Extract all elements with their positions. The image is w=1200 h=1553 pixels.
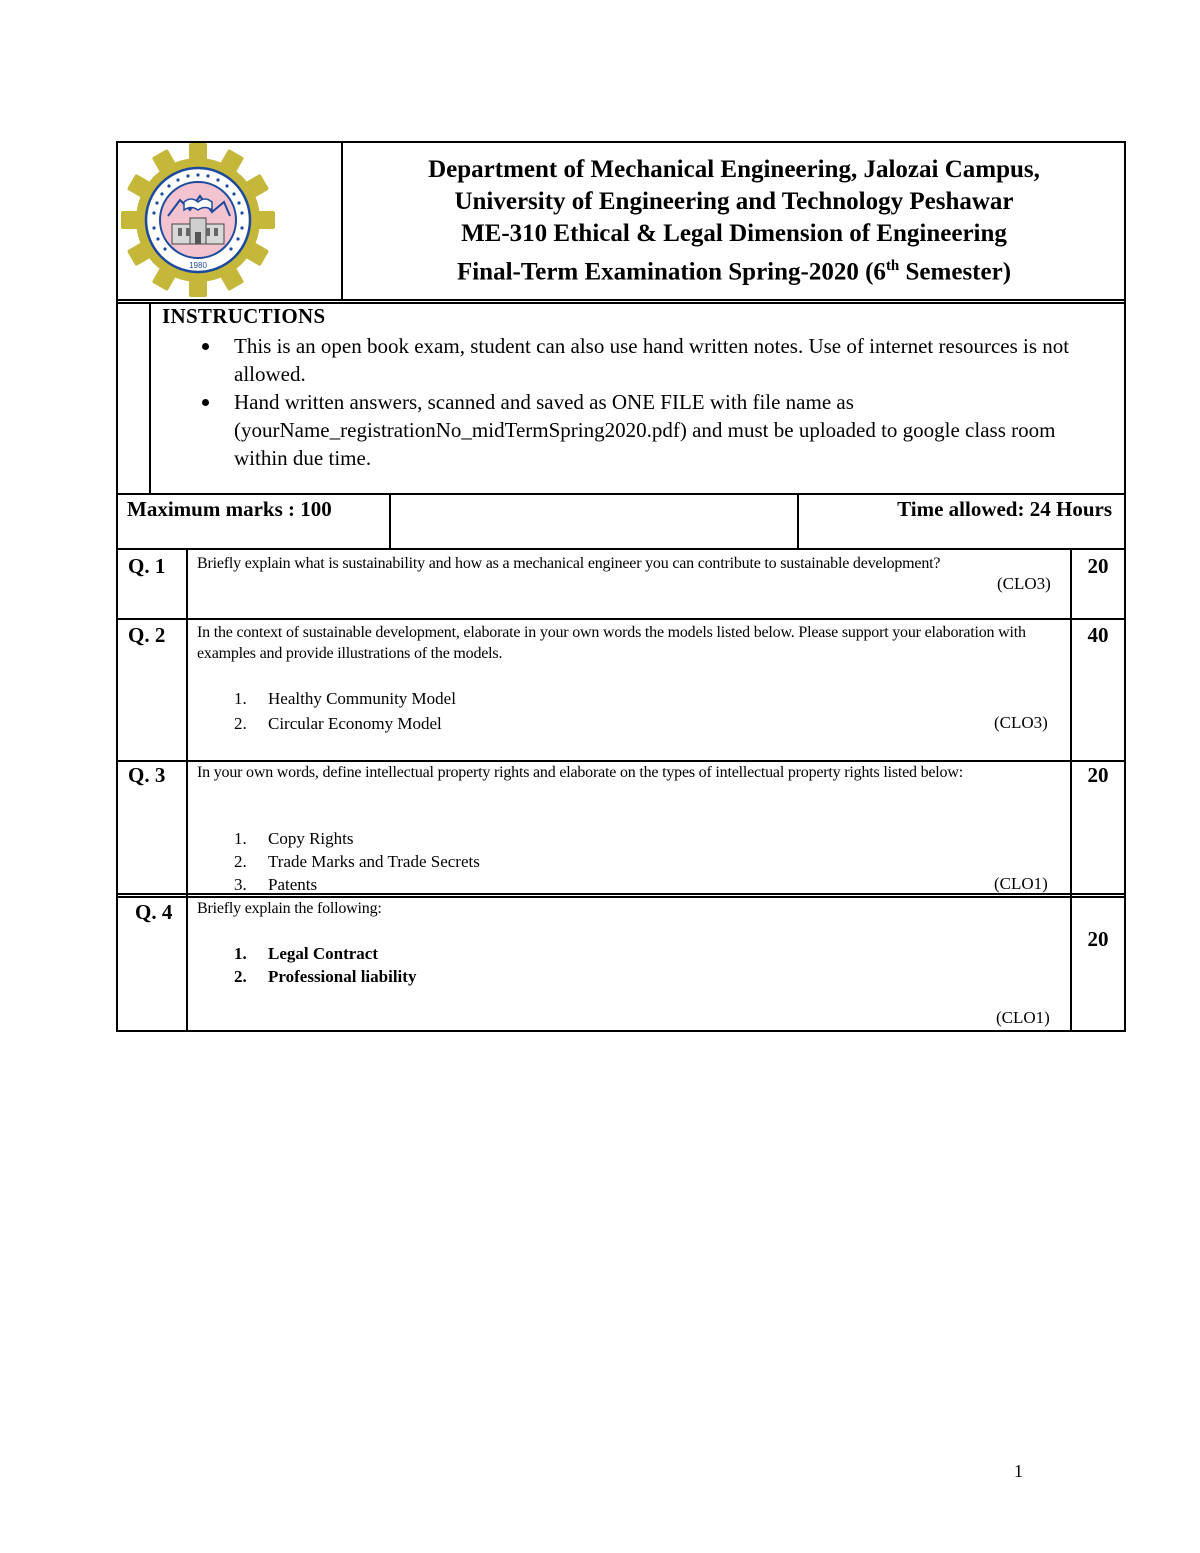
question-number: Q. 3 — [128, 763, 166, 787]
question-number: Q. 2 — [128, 623, 166, 647]
item-label: Healthy Community Model — [268, 689, 456, 708]
question-subitems — [234, 942, 416, 988]
question-text: Briefly explain what is sustainability and how as a mechanical engineer you can contribute to sustainable development? — [197, 555, 941, 572]
clo-tag: (CLO1) — [996, 1008, 1050, 1027]
list-item — [234, 873, 480, 896]
question-text: In your own words, define intellectual property rights and elaborate on the types of intellectual property rights listed below: — [197, 764, 963, 781]
maximum-marks: Maximum marks : 100 — [127, 497, 332, 521]
item-label: Legal Contract — [268, 944, 379, 963]
logo-year: 1980 — [189, 261, 207, 270]
time-allowed: Time allowed: 24 Hours — [897, 497, 1112, 521]
question-number: Q. 1 — [128, 554, 166, 578]
instruction-item: This is an open book exam, student can also use hand written notes. Use of internet resources is not allowed. — [234, 332, 1112, 388]
list-item — [234, 850, 480, 873]
question-subitems — [234, 687, 456, 735]
exam-title-line — [457, 250, 1011, 288]
list-item — [234, 942, 416, 965]
list-item — [234, 712, 456, 735]
item-label: Professional liability — [268, 967, 417, 986]
page-number: 1 — [1014, 1461, 1023, 1481]
question-text: Briefly explain the following: — [197, 900, 382, 917]
question-marks: 20 — [1087, 554, 1109, 578]
item-number: 2. — [234, 714, 247, 733]
clo-tag: (CLO3) — [997, 574, 1051, 593]
item-number: 1. — [234, 944, 247, 963]
instruction-item: Hand written answers, scanned and saved as ONE FILE with file name as (yourName_registrationNo_midTermSpring2020.pdf) and must be uploaded to google class room within due time. — [234, 388, 1112, 472]
exam-title-post: Semester) — [899, 258, 1012, 286]
item-number: 3. — [234, 875, 247, 894]
list-item — [234, 687, 456, 710]
item-label: Copy Rights — [268, 829, 354, 848]
question-marks: 40 — [1087, 623, 1109, 647]
instructions-section — [162, 302, 1112, 472]
exam-title-sup: th — [885, 257, 900, 274]
item-label: Circular Economy Model — [268, 714, 442, 733]
question-subitems — [234, 827, 480, 896]
item-label: Trade Marks and Trade Secrets — [268, 852, 480, 871]
university-logo — [118, 142, 342, 300]
instructions-title: INSTRUCTIONS — [162, 304, 326, 328]
list-item — [234, 827, 480, 850]
department-line: Department of Mechanical Engineering, Jalozai Campus, — [428, 155, 1040, 183]
clo-tag: (CLO1) — [994, 874, 1048, 893]
exam-header — [344, 142, 1124, 300]
question-text: In the context of sustainable development, elaborate in your own words the models listed below. Please support your elaboration with examples and provide illustrations of the models. — [197, 624, 1026, 662]
university-line: University of Engineering and Technology Peshawar — [454, 187, 1014, 215]
list-item — [234, 965, 416, 988]
course-line: ME-310 Ethical & Legal Dimension of Engineering — [461, 219, 1007, 247]
item-label: Patents — [268, 875, 318, 894]
university-seal-icon — [118, 142, 342, 300]
item-number: 1. — [234, 689, 247, 708]
item-number: 1. — [234, 829, 247, 848]
clo-tag: (CLO3) — [994, 713, 1048, 732]
item-number: 2. — [234, 967, 247, 986]
question-marks: 20 — [1087, 927, 1109, 951]
exam-title-pre: Final-Term Examination Spring-2020 (6 — [456, 258, 886, 286]
item-number: 2. — [234, 852, 247, 871]
question-marks: 20 — [1087, 763, 1109, 787]
instructions-list — [162, 332, 1112, 472]
question-number: Q. 4 — [135, 900, 173, 924]
